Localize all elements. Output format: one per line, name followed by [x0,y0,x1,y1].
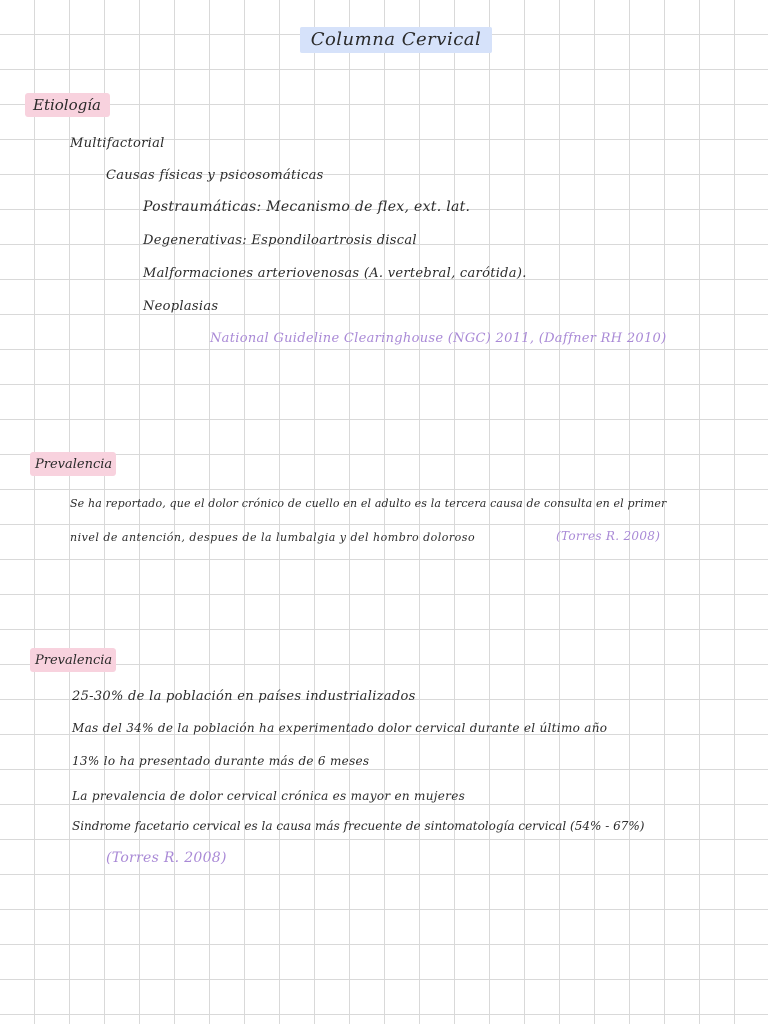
prevalence-line: Sindrome facetario cervical es la causa más frecuente de sintomatología cervical (54% - 67%) [72,819,645,833]
etiology-line: Neoplasias [143,299,219,314]
prevalence-line: 25-30% de la población en países industrializados [72,689,416,704]
page-title: Columna Cervical [310,29,482,50]
prevalence-line: Mas del 34% de la población ha experimentado dolor cervical durante el último año [72,721,608,735]
prevalence-line: 13% lo ha presentado durante más de 6 meses [72,754,370,768]
etiology-line: Multifactorial [70,136,165,151]
section-heading-prevalencia: Prevalencia [35,653,113,668]
section-heading-etiologia: Etiología [33,96,101,114]
section-heading-prevalencia: Prevalencia [35,457,113,472]
etiology-line: Causas físicas y psicosomáticas [106,168,324,183]
etiology-line: Degenerativas: Espondiloartrosis discal [143,233,417,248]
reference-text: (Torres R. 2008) [106,850,227,866]
prevalence-paragraph-line: Se ha reportado, que el dolor crónico de cuello en el adulto es la tercera causa de consulta en el primer [70,497,667,510]
reference-text: National Guideline Clearinghouse (NGC) 2011, (Daffner RH 2010) [210,331,667,346]
prevalence-paragraph-line: nivel de antención, despues de la lumbalgia y del hombro doloroso [70,531,476,544]
prevalence-line: La prevalencia de dolor cervical crónica es mayor en mujeres [72,789,466,803]
etiology-line: Postraumáticas: Mecanismo de flex, ext. lat. [143,199,471,215]
reference-text: (Torres R. 2008) [556,529,661,543]
etiology-line: Malformaciones arteriovenosas (A. vertebral, carótida). [143,266,527,281]
